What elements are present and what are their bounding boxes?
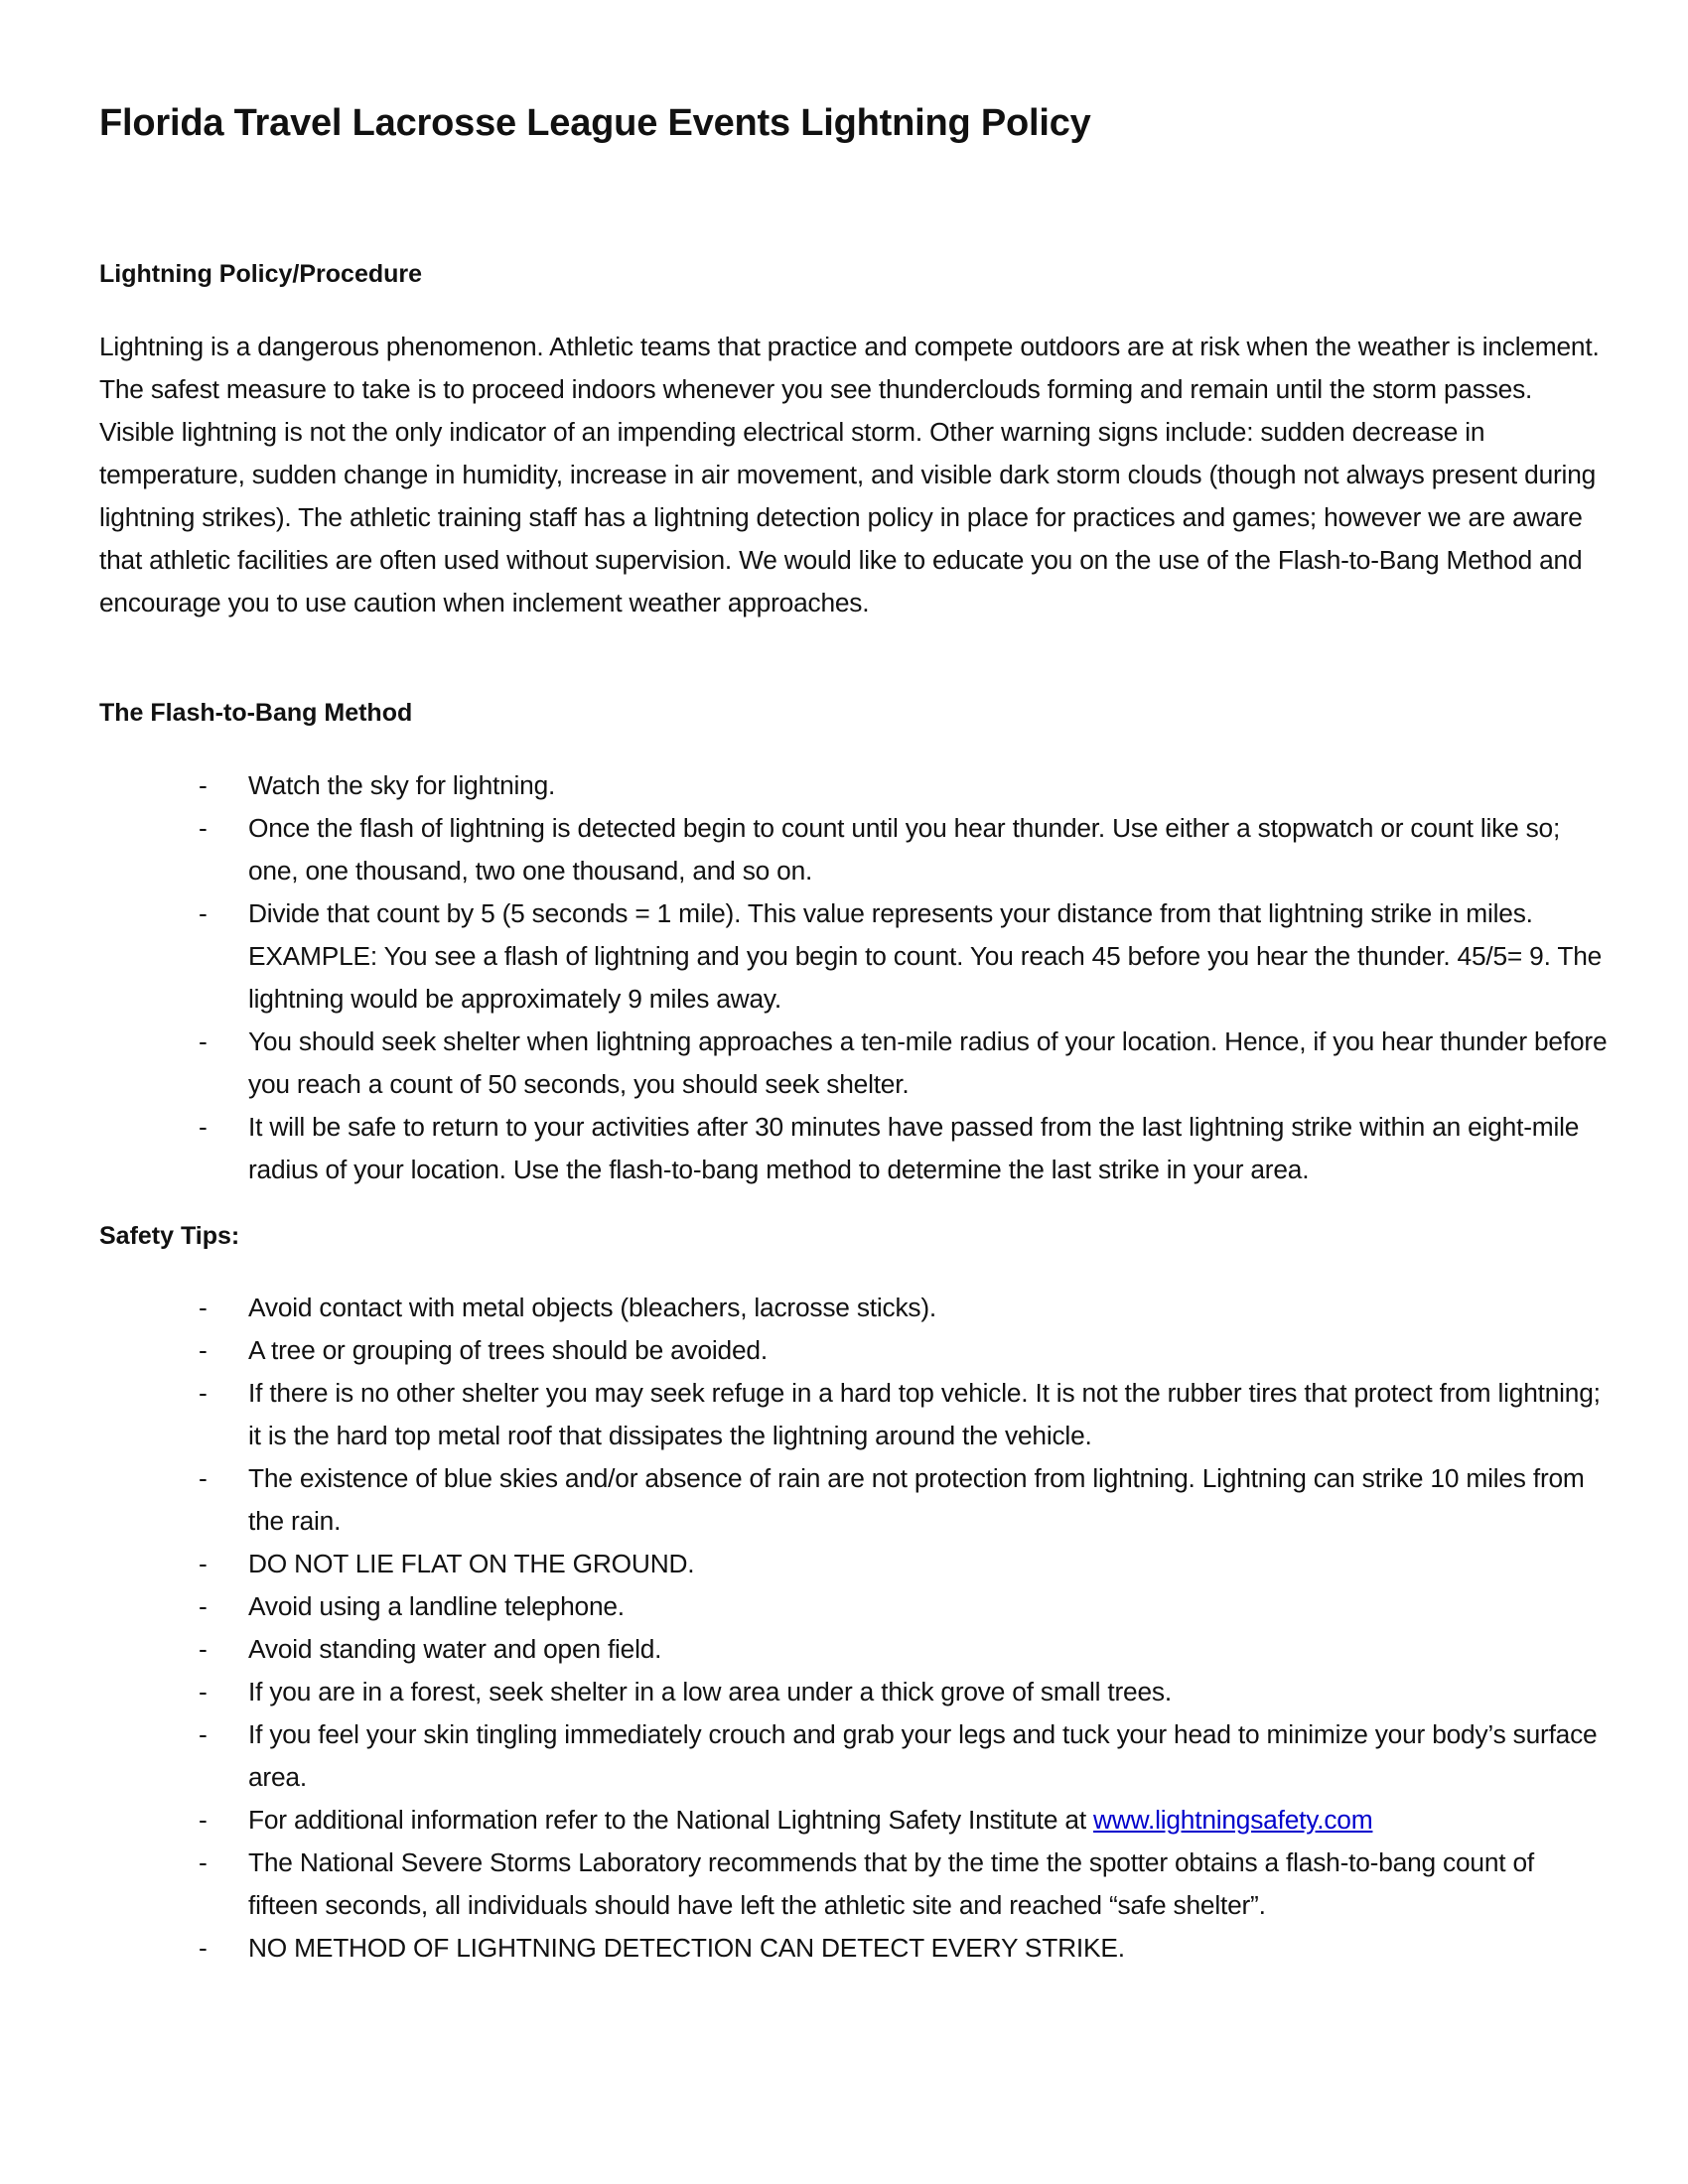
policy-paragraph: Lightning is a dangerous phenomenon. Athletic teams that practice and compete outdoors are at risk when the weather is inclement. The safest measure to take is to proceed indoors whenever you see thunderclouds forming and remain until the storm passes. Visible lightning is not the only indicator of an impending electrical storm. Other warning signs include: sudden decrease in temperature, sudden change in humidity, increase in air movement, and visible dark storm clouds (though not always present during lightning strikes). The athletic training staff has a lightning detection policy in place for practices and games; however we are aware that athletic facilities are often used without supervision. We would like to educate you on the use of the Flash-to-Bang Method and encourage you to use caution when inclement weather approaches. [99, 332, 1600, 617]
list-item: - If you are in a forest, seek shelter in a low area under a thick grove of small trees. [99, 1671, 1609, 1713]
list-item: - DO NOT LIE FLAT ON THE GROUND. [99, 1543, 1609, 1585]
list-item: - Divide that count by 5 (5 seconds = 1 mile). This value represents your distance from that lightning strike in miles. EXAMPLE: You see a flash of lightning and you begin to count. You reach 45 before you hear the thunder. 45/5= 9. The lightning would be approximately 9 miles away. [99, 892, 1609, 1021]
document-page [99, 0, 1608, 2184]
policy-heading: Lightning Policy/Procedure [99, 260, 423, 288]
list-item: - Watch the sky for lightning. [99, 764, 1609, 807]
safety-tips-heading: Safety Tips: [99, 1222, 240, 1250]
lightningsafety-link[interactable]: www.lightningsafety.com [1093, 1805, 1373, 1835]
list-item: - If there is no other shelter you may seek refuge in a hard top vehicle. It is not the rubber tires that protect from lightning; it is the hard top metal roof that dissipates the lightning around the vehicle. [99, 1372, 1609, 1457]
list-item: - NO METHOD OF LIGHTNING DETECTION CAN DETECT EVERY STRIKE. [99, 1927, 1609, 1970]
list-item: - It will be safe to return to your activities after 30 minutes have passed from the last lightning strike within an eight-mile radius of your location. Use the flash-to-bang method to determine the last strike in your area. [99, 1106, 1609, 1191]
document-title: Florida Travel Lacrosse League Events Lightning Policy [99, 102, 1091, 144]
list-item: - Avoid standing water and open field. [99, 1628, 1609, 1671]
list-item: - A tree or grouping of trees should be avoided. [99, 1329, 1609, 1372]
flash-to-bang-heading: The Flash-to-Bang Method [99, 699, 413, 727]
list-item: - If you feel your skin tingling immediately crouch and grab your legs and tuck your head to minimize your body’s surface area. [99, 1713, 1609, 1799]
list-item: - The National Severe Storms Laboratory recommends that by the time the spotter obtains a flash-to-bang count of fifteen seconds, all individuals should have left the athletic site and reached “safe shelter”. [99, 1842, 1609, 1927]
flash-to-bang-list [99, 764, 1609, 1191]
safety-tips-list [99, 1287, 1609, 1970]
list-item: - Once the flash of lightning is detected begin to count until you hear thunder. Use either a stopwatch or count like so; one, one thousand, two one thousand, and so on. [99, 807, 1609, 892]
link-item-text: For additional information refer to the National Lightning Safety Institute at [248, 1805, 1094, 1835]
list-item: - Avoid contact with metal objects (bleachers, lacrosse sticks). [99, 1287, 1609, 1329]
list-item: - Avoid using a landline telephone. [99, 1585, 1609, 1628]
list-item-link [99, 1799, 1609, 1842]
list-item: - The existence of blue skies and/or absence of rain are not protection from lightning. Lightning can strike 10 miles from the rain. [99, 1457, 1609, 1543]
list-item: - You should seek shelter when lightning approaches a ten-mile radius of your location. Hence, if you hear thunder before you reach a count of 50 seconds, you should seek shelter. [99, 1021, 1609, 1106]
